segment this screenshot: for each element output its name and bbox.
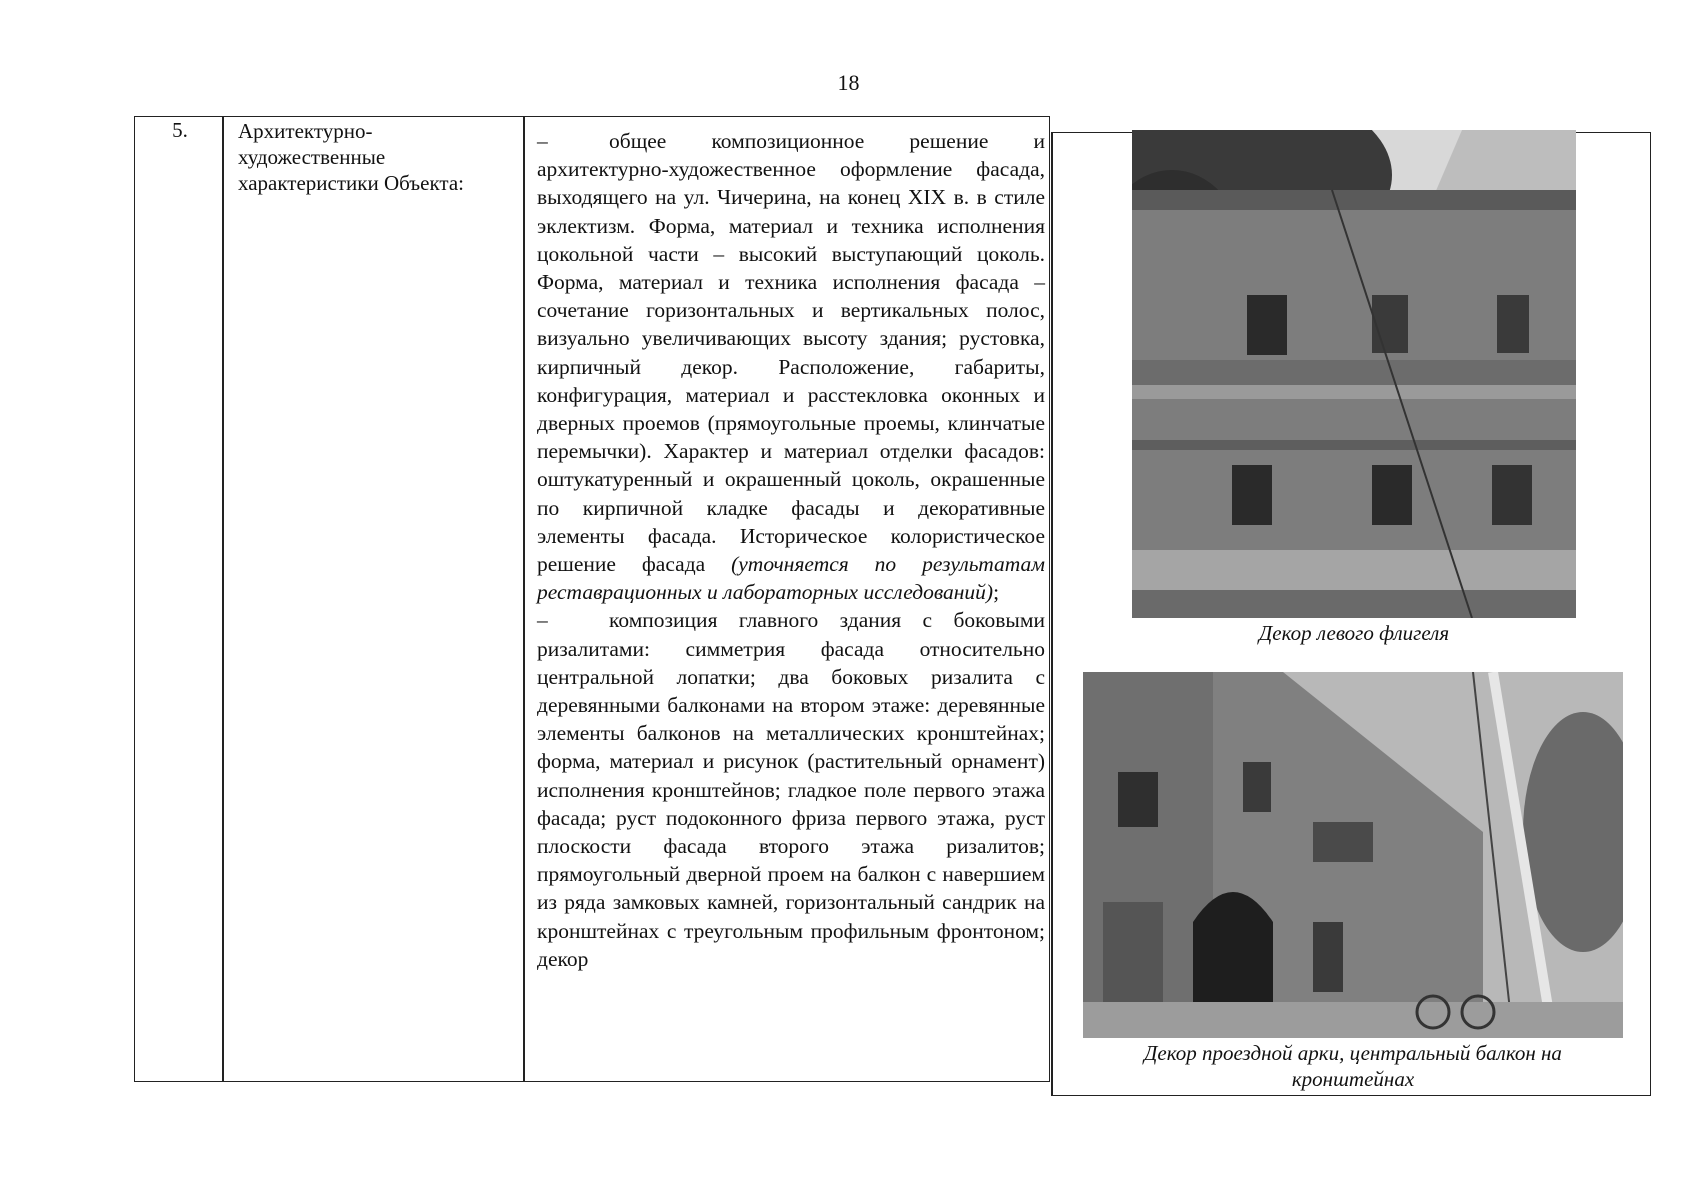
row-title-line: художественные <box>238 145 386 169</box>
photo-passage-arch-caption: Декор проездной арки, центральный балкон на кронштейнах <box>1144 1041 1562 1091</box>
photo-left-wing <box>1132 130 1576 618</box>
table-divider-1 <box>222 116 224 1082</box>
photo-left-wing-caption: Декор левого флигеля <box>1258 621 1450 645</box>
page-number: 18 <box>837 70 860 95</box>
item-dash: – <box>537 129 548 153</box>
description-item-2 <box>537 606 1045 973</box>
row-description <box>537 127 1045 973</box>
table-divider-3 <box>1051 132 1053 1096</box>
row-number: 5. <box>172 118 188 142</box>
item-end: ; <box>993 580 1000 605</box>
item-text: общее композиционное решение и архитектурно-художественное оформление фасада, выходящего на ул. Чичерина, на конец XIX в. в стиле эклектизм. Форма, материал и техника исполнения цокольной части – высокий выступающий цоколь. Форма, материал и техника исполнения фасада – сочетание горизонтальных и вертикальных полос, визуально увеличивающих высоту здания; рустовка, кирпичный декор. Расположение, габариты, конфигурация, материал и расстекловка оконных и дверных проемов (прямоугольные проемы, клинчатые перемычки). Характер и материал отделки фасадов: оштукатуренный и окрашенный цоколь, окрашенные по кирпичной кладке фасады и декоративные элементы фасада. Историческое колористическое решение фасада <box>537 129 1045 577</box>
item-note: (уточняется по результатам реставрационных и лабораторных исследований) <box>537 552 1045 605</box>
photo-passage-arch <box>1083 672 1623 1038</box>
row-title-line: характеристики Объекта: <box>238 171 464 195</box>
table-divider-2 <box>523 116 525 1082</box>
description-item-1 <box>537 127 1045 606</box>
row-title <box>238 118 518 196</box>
item-dash: – <box>537 608 548 633</box>
row-title-line: Архитектурно- <box>238 119 373 143</box>
item-text: композиция главного здания с боковыми ризалитами: симметрия фасада относительно центральной лопатки; два боковых ризалита с деревянными балконами на втором этаже: деревянные элементы балконов на металлических кронштейнах; форма, материал и рисунок (растительный орнамент) исполнения кронштейнов; гладкое поле первого этажа фасада; руст подоконного фриза первого этажа, руст плоскости фасада второго этажа ризалитов; прямоугольный дверной проем на балкон с навершием из ряда замковых камней, горизонтальный сандрик на кронштейнах с треугольным профильным фронтоном; декор <box>537 608 1045 971</box>
